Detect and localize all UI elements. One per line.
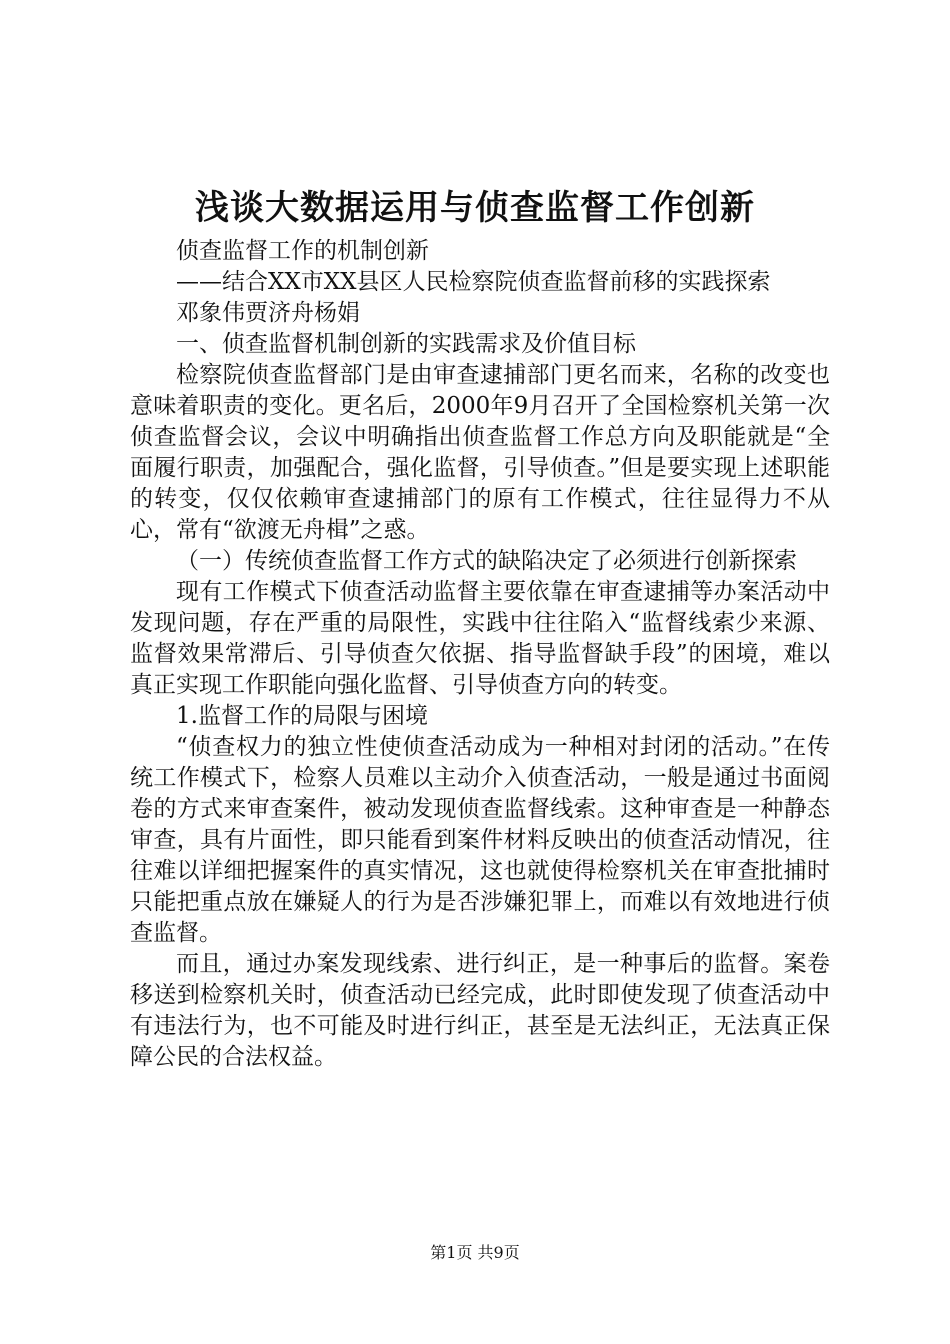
paragraph: 现有工作模式下侦查活动监督主要依靠在审查逮捕等办案活动中发现问题，存在严重的局限性，实践中往往陷入“监督线索少来源、监督效果常滞后、引导侦查欠依据、指导监督缺手段”的困境，难以真正实现工作职能向强化监督、引导侦查方向的转变。 xyxy=(130,579,830,698)
page-footer: 第1页 共9页 xyxy=(430,1243,520,1262)
document-body xyxy=(130,236,830,1073)
section-heading-1: 一、侦查监督机制创新的实践需求及价值目标 xyxy=(176,331,636,357)
paragraph: “侦查权力的独立性使侦查活动成为一种相对封闭的活动。”在传统工作模式下，检察人员难以主动介入侦查活动，一般是通过书面阅卷的方式来审查案件，被动发现侦查监督线索。这种审查是一种静态审查，具有片面性，即只能看到案件材料反映出的侦查活动情况，往往难以详细把握案件的真实情况，这也就使得检察机关在审查批捕时只能把重点放在嫌疑人的行为是否涉嫌犯罪上，而难以有效地进行侦查监督。 xyxy=(130,734,830,946)
subsection-heading-1-1: 1.监督工作的局限与困境 xyxy=(176,703,428,729)
paragraph-subtitle-note: ——结合XX市XX县区人民检察院侦查监督前移的实践探索 xyxy=(176,269,771,295)
paragraph: 而且，通过办案发现线索、进行纠正，是一种事后的监督。案卷移送到检察机关时，侦查活动已经完成，此时即使发现了侦查活动中有违法行为，也不可能及时进行纠正，甚至是无法纠正，无法真正保障公民的合法权益。 xyxy=(130,951,830,1070)
paragraph-subtitle: 侦查监督工作的机制创新 xyxy=(176,238,429,264)
paragraph: 检察院侦查监督部门是由审查逮捕部门更名而来，名称的改变也意味着职责的变化。更名后，2000年9月召开了全国检察机关第一次侦查监督会议，会议中明确指出侦查监督工作总方向及职能就是“全面履行职责，加强配合，强化监督，引导侦查。”但是要实现上述职能的转变，仅仅依赖审查逮捕部门的原有工作模式，往往显得力不从心，常有“欲渡无舟楫”之惑。 xyxy=(130,362,830,543)
subsection-heading-1: （一）传统侦查监督工作方式的缺陷决定了必须进行创新探索 xyxy=(176,548,797,574)
paragraph-authors: 邓象伟贾济舟杨娟 xyxy=(176,300,360,326)
document-title: 浅谈大数据运用与侦查监督工作创新 xyxy=(195,188,755,228)
